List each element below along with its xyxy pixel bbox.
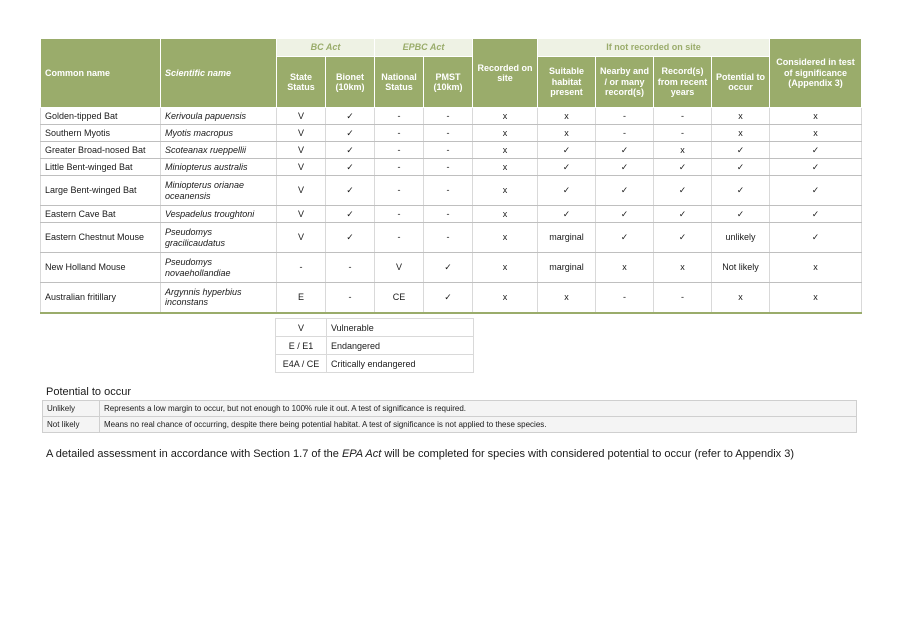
status-legend-table <box>275 318 474 373</box>
cell-sci: Scoteanax rueppellii <box>161 142 277 159</box>
cell-recent: x <box>654 142 712 159</box>
cell-considered: ✓ <box>770 176 862 206</box>
header-epbc-act: EPBC Act <box>375 39 473 57</box>
cell-nearby: - <box>596 283 654 313</box>
cell-nearby: - <box>596 125 654 142</box>
header-bc-act: BC Act <box>277 39 375 57</box>
cell-common: Little Bent-winged Bat <box>41 159 161 176</box>
cell-sci: Vespadelus troughtoni <box>161 206 277 223</box>
footnote <box>46 448 794 460</box>
cell-sci: Argynnis hyperbius inconstans <box>161 283 277 313</box>
cell-state: V <box>277 176 326 206</box>
cell-bionet: ✓ <box>326 108 375 125</box>
cell-potential: unlikely <box>712 223 770 253</box>
table-row <box>41 142 862 159</box>
cell-considered: x <box>770 253 862 283</box>
cell-considered: x <box>770 108 862 125</box>
cell-recorded: x <box>473 125 538 142</box>
species-assessment-table <box>40 38 862 314</box>
table-row <box>41 206 862 223</box>
legend-code: E4A / CE <box>276 355 327 373</box>
legend-code: V <box>276 319 327 337</box>
cell-habitat: x <box>538 283 596 313</box>
cell-recent: x <box>654 253 712 283</box>
cell-common: Australian fritillary <box>41 283 161 313</box>
footnote-italic: EPA Act <box>341 448 382 460</box>
cell-state: V <box>277 142 326 159</box>
cell-common: Southern Myotis <box>41 125 161 142</box>
cell-recorded: x <box>473 142 538 159</box>
cell-nearby: - <box>596 108 654 125</box>
cell-common: New Holland Mouse <box>41 253 161 283</box>
header-potential-to-occur: Potential to occur <box>712 57 770 108</box>
potential-term: Not likely <box>43 417 100 433</box>
header-if-not-recorded: If not recorded on site <box>538 39 770 57</box>
cell-considered: x <box>770 283 862 313</box>
cell-habitat: ✓ <box>538 142 596 159</box>
cell-potential: x <box>712 125 770 142</box>
potential-to-occur-legend <box>42 400 857 433</box>
cell-common: Golden-tipped Bat <box>41 108 161 125</box>
cell-recorded: x <box>473 159 538 176</box>
cell-nearby: x <box>596 253 654 283</box>
cell-recorded: x <box>473 223 538 253</box>
header-common-name: Common name <box>41 39 161 108</box>
cell-recent: ✓ <box>654 223 712 253</box>
legend-meaning: Vulnerable <box>327 319 474 337</box>
cell-recent: - <box>654 283 712 313</box>
potential-description: Represents a low margin to occur, but not enough to 100% rule it out. A test of significance is required. <box>100 401 857 417</box>
cell-recent: - <box>654 108 712 125</box>
legend-meaning: Critically endangered <box>327 355 474 373</box>
cell-recorded: x <box>473 108 538 125</box>
cell-recent: - <box>654 125 712 142</box>
cell-common: Greater Broad-nosed Bat <box>41 142 161 159</box>
cell-potential: Not likely <box>712 253 770 283</box>
cell-nearby: ✓ <box>596 159 654 176</box>
cell-state: V <box>277 159 326 176</box>
cell-considered: ✓ <box>770 223 862 253</box>
header-nearby-records: Nearby and / or many record(s) <box>596 57 654 108</box>
cell-habitat: x <box>538 125 596 142</box>
cell-national: - <box>375 142 424 159</box>
header-considered: Considered in test of significance (Appendix 3) <box>770 39 862 108</box>
cell-bionet: ✓ <box>326 159 375 176</box>
table-row <box>41 223 862 253</box>
table-row <box>41 159 862 176</box>
potential-legend-row <box>43 401 857 417</box>
cell-pmst: ✓ <box>424 253 473 283</box>
cell-bionet: ✓ <box>326 142 375 159</box>
cell-habitat: marginal <box>538 253 596 283</box>
cell-considered: ✓ <box>770 206 862 223</box>
header-pmst: PMST (10km) <box>424 57 473 108</box>
cell-national: - <box>375 223 424 253</box>
cell-common: Eastern Cave Bat <box>41 206 161 223</box>
footnote-before: A detailed assessment in accordance with Section 1.7 of the <box>46 448 342 460</box>
cell-sci: Miniopterus australis <box>161 159 277 176</box>
cell-pmst: - <box>424 125 473 142</box>
cell-pmst: ✓ <box>424 283 473 313</box>
cell-state: V <box>277 125 326 142</box>
cell-considered: x <box>770 125 862 142</box>
cell-state: V <box>277 223 326 253</box>
cell-considered: ✓ <box>770 159 862 176</box>
cell-sci: Pseudomys gracilicaudatus <box>161 223 277 253</box>
cell-national: V <box>375 253 424 283</box>
cell-potential: ✓ <box>712 142 770 159</box>
header-suitable-habitat: Suitable habitat present <box>538 57 596 108</box>
cell-bionet: ✓ <box>326 223 375 253</box>
cell-considered: ✓ <box>770 142 862 159</box>
potential-term: Unlikely <box>43 401 100 417</box>
cell-recent: ✓ <box>654 159 712 176</box>
cell-habitat: ✓ <box>538 159 596 176</box>
cell-national: - <box>375 206 424 223</box>
cell-recorded: x <box>473 253 538 283</box>
cell-pmst: - <box>424 176 473 206</box>
cell-pmst: - <box>424 142 473 159</box>
cell-nearby: ✓ <box>596 223 654 253</box>
cell-common: Large Bent-winged Bat <box>41 176 161 206</box>
cell-state: V <box>277 206 326 223</box>
cell-state: - <box>277 253 326 283</box>
cell-bionet: - <box>326 283 375 313</box>
cell-recorded: x <box>473 176 538 206</box>
table-row <box>41 283 862 313</box>
cell-bionet: ✓ <box>326 206 375 223</box>
cell-pmst: - <box>424 223 473 253</box>
cell-habitat: ✓ <box>538 176 596 206</box>
cell-state: V <box>277 108 326 125</box>
cell-potential: ✓ <box>712 176 770 206</box>
cell-bionet: - <box>326 253 375 283</box>
cell-bionet: ✓ <box>326 125 375 142</box>
legend-code: E / E1 <box>276 337 327 355</box>
cell-potential: x <box>712 108 770 125</box>
cell-sci: Miniopterus orianae oceanensis <box>161 176 277 206</box>
cell-habitat: marginal <box>538 223 596 253</box>
cell-potential: ✓ <box>712 206 770 223</box>
cell-national: - <box>375 159 424 176</box>
legend-row <box>276 319 474 337</box>
cell-national: - <box>375 125 424 142</box>
cell-recorded: x <box>473 206 538 223</box>
legend-meaning: Endangered <box>327 337 474 355</box>
cell-habitat: ✓ <box>538 206 596 223</box>
header-national-status: National Status <box>375 57 424 108</box>
cell-nearby: ✓ <box>596 142 654 159</box>
footnote-after: will be completed for species with considered potential to occur (refer to Appendix 3) <box>381 448 794 460</box>
cell-national: - <box>375 176 424 206</box>
cell-state: E <box>277 283 326 313</box>
header-state-status: State Status <box>277 57 326 108</box>
cell-recorded: x <box>473 283 538 313</box>
header-bionet: Bionet (10km) <box>326 57 375 108</box>
header-recent-records: Record(s) from recent years <box>654 57 712 108</box>
cell-national: - <box>375 108 424 125</box>
table-row <box>41 108 862 125</box>
cell-potential: ✓ <box>712 159 770 176</box>
cell-pmst: - <box>424 108 473 125</box>
potential-to-occur-title: Potential to occur <box>46 386 131 398</box>
cell-national: CE <box>375 283 424 313</box>
cell-nearby: ✓ <box>596 176 654 206</box>
potential-legend-row <box>43 417 857 433</box>
cell-nearby: ✓ <box>596 206 654 223</box>
cell-sci: Myotis macropus <box>161 125 277 142</box>
cell-sci: Kerivoula papuensis <box>161 108 277 125</box>
cell-pmst: - <box>424 206 473 223</box>
cell-habitat: x <box>538 108 596 125</box>
cell-potential: x <box>712 283 770 313</box>
table-row <box>41 125 862 142</box>
header-recorded-on-site: Recorded on site <box>473 39 538 108</box>
potential-description: Means no real chance of occurring, despite there being potential habitat. A test of significance is not applied to these species. <box>100 417 857 433</box>
cell-recent: ✓ <box>654 206 712 223</box>
legend-row <box>276 337 474 355</box>
cell-bionet: ✓ <box>326 176 375 206</box>
legend-row <box>276 355 474 373</box>
table-row <box>41 176 862 206</box>
header-scientific-name: Scientific name <box>161 39 277 108</box>
cell-recent: ✓ <box>654 176 712 206</box>
cell-pmst: - <box>424 159 473 176</box>
cell-common: Eastern Chestnut Mouse <box>41 223 161 253</box>
cell-sci: Pseudomys novaehollandiae <box>161 253 277 283</box>
table-row <box>41 253 862 283</box>
